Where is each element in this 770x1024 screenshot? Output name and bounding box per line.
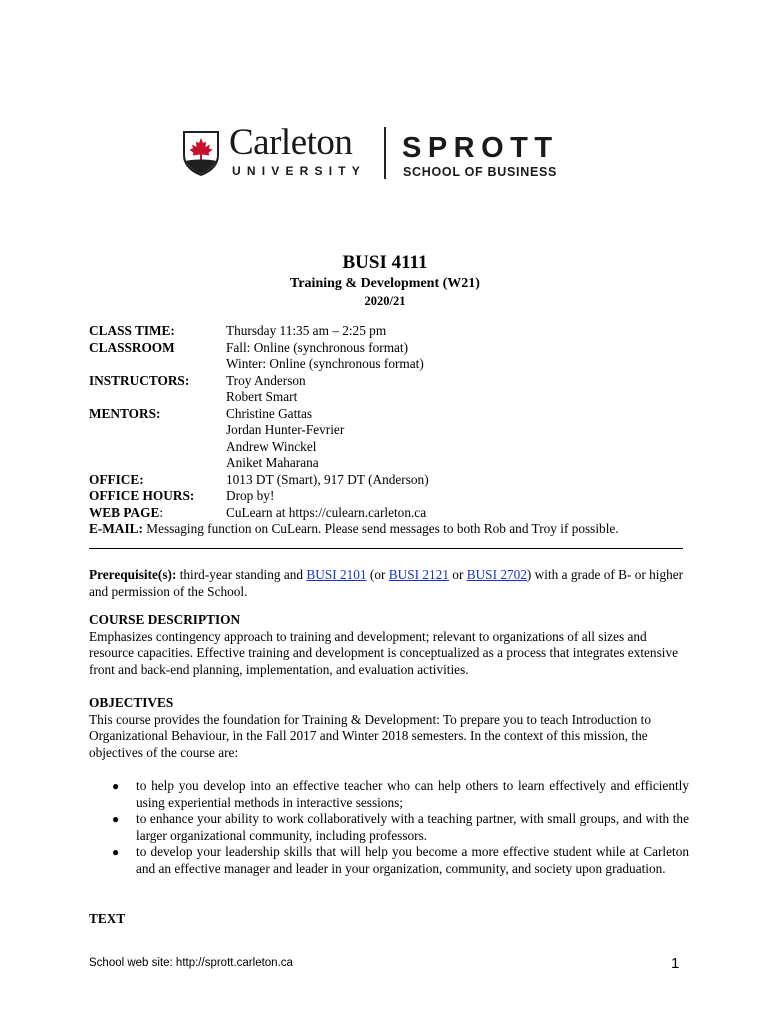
mentor-name: Jordan Hunter-Fevrier — [226, 422, 345, 437]
busi-2702-link[interactable]: BUSI 2702 — [466, 567, 527, 582]
info-row-mentor-2 — [89, 422, 689, 439]
instructor-name: Troy Anderson — [226, 372, 306, 388]
carleton-sprott-logo — [181, 122, 591, 181]
course-description-text: Emphasizes contingency approach to training and development; relevant to organizations of all sizes and resource capacities. Effective training and development is conceptualized as a process that integrates extensive front and back-end planning, implementation, and evaluation activities. — [89, 628, 679, 677]
prereq-text: or — [448, 567, 467, 582]
office-label: OFFICE: — [89, 471, 144, 487]
info-row-instructors — [89, 373, 689, 390]
info-row-classroom — [89, 340, 689, 357]
info-row-class-time — [89, 323, 689, 340]
info-row-office — [89, 472, 689, 489]
classroom-label: CLASSROOM — [89, 339, 175, 355]
sprott-wordmark: SPROTT — [402, 132, 559, 164]
prereq-text: ) with a grade of B- or higher and permission of the School. — [89, 567, 684, 599]
prerequisites-label: Prerequisite(s): — [89, 567, 177, 582]
course-title: Training & Development (W21) — [290, 276, 480, 291]
university-wordmark: UNIVERSITY — [232, 164, 367, 178]
mentor-name: Aniket Maharana — [226, 455, 319, 470]
course-description-heading: COURSE DESCRIPTION — [89, 612, 241, 627]
objective-text: to develop your leadership skills that will help you become a more effective student while at Carleton and an effective manager and leader in your organization, community, and society upon graduation. — [136, 844, 689, 876]
web-page-value: CuLearn at https://culearn.carleton.ca — [226, 504, 427, 520]
bullet-icon: ● — [112, 812, 120, 826]
carleton-wordmark: Carleton — [229, 122, 353, 163]
list-item — [89, 811, 689, 844]
prereq-text: (or — [366, 567, 389, 582]
busi-2121-link[interactable]: BUSI 2121 — [388, 567, 449, 582]
objectives-section — [89, 695, 689, 761]
office-value: 1013 DT (Smart), 917 DT (Anderson) — [226, 471, 429, 487]
bullet-icon: ● — [112, 845, 120, 859]
prereq-text: third-year standing and — [176, 567, 307, 582]
busi-2101-link[interactable]: BUSI 2101 — [306, 567, 367, 582]
office-hours-label: OFFICE HOURS: — [89, 488, 195, 503]
school-of-business-wordmark: SCHOOL OF BUSINESS — [403, 165, 558, 179]
info-row-email — [89, 521, 689, 538]
objectives-list — [89, 778, 689, 877]
course-description-section — [89, 612, 689, 678]
email-value: Messaging function on CuLearn. Please send messages to both Rob and Troy if possible. — [142, 521, 619, 536]
instructors-label: INSTRUCTORS: — [89, 372, 190, 388]
list-item — [89, 778, 689, 811]
course-code: BUSI 4111 — [342, 252, 428, 273]
class-time-label: CLASS TIME: — [89, 323, 175, 338]
instructor-name: Robert Smart — [226, 389, 298, 404]
objective-text: to enhance your ability to work collaboratively with a teaching partner, with small groups, and with the larger organizational community, including professors. — [136, 811, 689, 843]
page-number: 1 — [671, 955, 680, 972]
footer-school-website: School web site: http://sprott.carleton.ca — [89, 957, 293, 969]
objectives-heading: OBJECTIVES — [89, 695, 174, 710]
section-divider — [89, 548, 683, 549]
list-item — [89, 844, 689, 877]
text-heading: TEXT — [89, 911, 126, 926]
info-row-mentors — [89, 406, 689, 423]
mentor-name: Christine Gattas — [226, 405, 313, 421]
classroom-fall-value: Fall: Online (synchronous format) — [226, 339, 409, 355]
info-row-web-page — [89, 505, 689, 522]
bullet-icon: ● — [112, 779, 120, 793]
web-page-label-text: WEB PAGE — [89, 504, 160, 520]
info-row-office-hours — [89, 488, 689, 505]
carleton-shield-icon — [181, 129, 221, 177]
info-row-mentor-4 — [89, 455, 689, 472]
objectives-intro-text: This course provides the foundation for Training & Development: To prepare you to teach Introduction to Organizational Behaviour, in the Fall 2017 and Winter 2018 semesters. In the context of this mission, the objectives of the course are: — [89, 711, 651, 760]
email-label: E-MAIL: — [89, 521, 143, 536]
mentor-name: Andrew Winckel — [226, 438, 317, 454]
info-row-classroom-winter — [89, 356, 689, 373]
web-page-label — [89, 505, 163, 522]
class-time-value: Thursday 11:35 am – 2:25 pm — [226, 323, 387, 338]
prerequisites-paragraph — [89, 567, 689, 600]
course-info-table — [89, 323, 689, 538]
web-page-label-colon: : — [159, 504, 164, 520]
info-row-instructor-2 — [89, 389, 689, 406]
office-hours-value: Drop by! — [226, 488, 275, 503]
objective-text: to help you develop into an effective teacher who can help others to learn effectively and efficiently using experiential methods in interactive sessions; — [136, 778, 689, 810]
course-year: 2020/21 — [364, 294, 406, 308]
info-row-mentor-3 — [89, 439, 689, 456]
classroom-winter-value: Winter: Online (synchronous format) — [226, 356, 424, 371]
logo-divider — [384, 127, 386, 179]
mentors-label: MENTORS: — [89, 405, 161, 421]
